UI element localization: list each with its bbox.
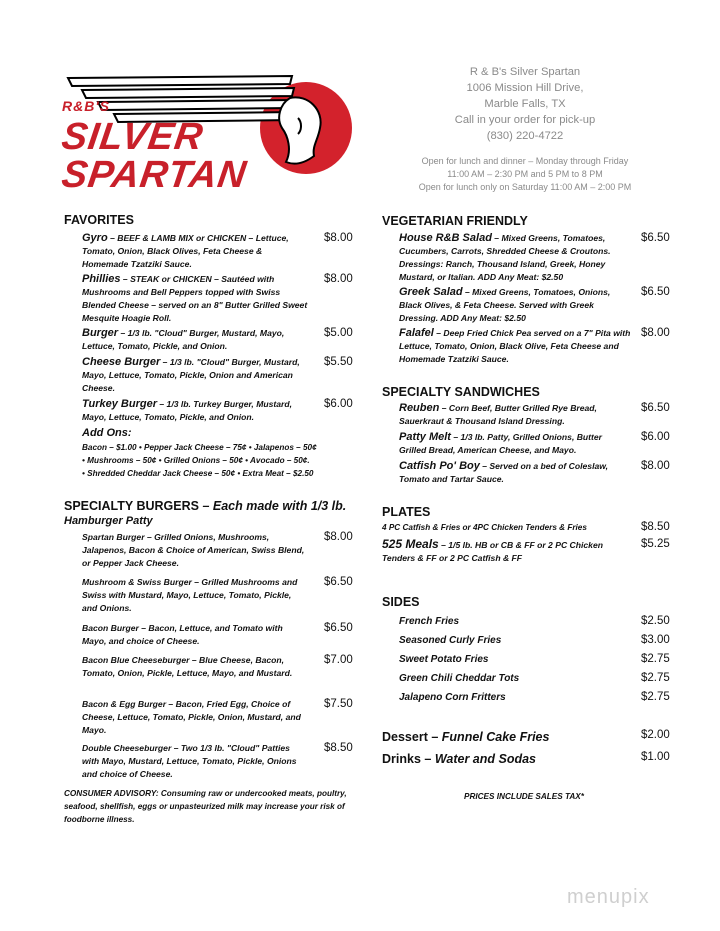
menu-item-mushroom-swiss-burger	[82, 576, 307, 615]
dessert-label: Dessert	[382, 730, 428, 744]
prices-note: PRICES INCLUDE SALES TAX*	[464, 792, 584, 801]
item-price: $8.50	[324, 742, 353, 754]
heading-note: – Each made with 1/3 lb.	[198, 499, 347, 513]
item-name: Reuben	[399, 402, 440, 414]
item-price: $8.00	[324, 232, 353, 244]
address-line: 1006 Mission Hill Drive,	[466, 82, 584, 94]
menu-item-bacon-egg-burger	[82, 698, 307, 737]
phone-number: (830) 220-4722	[486, 130, 564, 142]
opening-hours	[380, 155, 670, 194]
side-item: Green Chili Cheddar Tots	[399, 673, 520, 684]
item-desc: – 1/3 lb. "Cloud" Burger, Mustard, Mayo, Lettuce, Tomato, Pickle, Onion and American Cheese.	[82, 357, 300, 393]
favorites-heading: FAVORITES	[64, 213, 134, 227]
item-name: Falafel	[399, 327, 434, 339]
item-desc: – Two 1/3 lb. "Cloud" Patties with Mayo, Mustard, Lettuce, Tomato, Pickle, Onions and choice of Cheese.	[82, 743, 297, 779]
sides-heading: SIDES	[382, 595, 420, 609]
item-desc: – Bacon, Fried Egg, Choice of Cheese, Lettuce, Tomato, Pickle, Onion, Mustard, and Mayo.	[82, 699, 301, 735]
item-desc: – 1/5 lb. HB or CB & FF or 2 PC Chicken Tenders & FF or 2 PC Catfish & FF	[382, 540, 603, 563]
item-price: $8.00	[641, 460, 670, 472]
specialty-burgers-subheading: Hamburger Patty	[64, 515, 153, 527]
sandwiches-heading: SPECIALTY SANDWICHES	[382, 385, 540, 399]
menu-item-patty-melt	[399, 431, 631, 457]
item-desc: – Deep Fried Chick Pea served on a 7" Pita with Lettuce, Tomato, Onion, Black Olive, Feta Cheese and Homemade Tzatziki Sauce.	[399, 328, 631, 364]
item-price: $1.00	[641, 751, 670, 763]
menu-item-bacon-burger	[82, 622, 307, 648]
address-line: Marble Falls, TX	[484, 98, 566, 110]
menu-item-falafel	[399, 327, 631, 366]
item-price: $2.50	[641, 615, 670, 627]
dessert-item: Funnel Cake Fries	[441, 730, 550, 744]
side-item: French Fries	[399, 616, 460, 627]
specialty-burgers-heading	[64, 499, 346, 513]
item-price: $5.00	[324, 327, 353, 339]
item-name: Greek Salad	[399, 286, 463, 298]
addons-line: • Mushrooms – 50¢ • Grilled Onions – 50¢ • Avocado – 50¢.	[82, 456, 310, 465]
consumer-advisory: CONSUMER ADVISORY: Consuming raw or undercooked meats, poultry, seafood, shellfish, eggs or unpasteurized milk may increase your risk of foodborne illness.	[64, 789, 347, 824]
item-price: $6.50	[324, 622, 353, 634]
item-price: $8.50	[641, 521, 670, 533]
menu-item-house-salad	[399, 232, 631, 284]
menu-item-525-meals	[382, 538, 632, 565]
address-line: Call in your order for pick-up	[454, 114, 596, 126]
logo-text-silver: SILVER	[59, 116, 207, 158]
watermark: menupix	[567, 886, 650, 908]
item-name: Cheese Burger	[82, 356, 161, 368]
item-desc: – Grilled Mushrooms and Swiss with Mustard, Mayo, Lettuce, Tomato, Pickle, and Onions.	[82, 577, 298, 613]
menu-item-bacon-blue-cheeseburger	[82, 654, 307, 680]
item-price: $8.00	[641, 327, 670, 339]
menu-item-phillies	[82, 273, 310, 325]
item-desc: – Grilled Onions, Mushrooms, Jalapenos, Bacon & Choice of American, Swiss Blend, or Pepper Jack Cheese.	[82, 532, 305, 568]
menu-item-double-cheeseburger	[82, 742, 307, 781]
item-name: Catfish Po' Boy	[399, 460, 480, 472]
side-item: Jalapeno Corn Fritters	[399, 692, 506, 703]
vegetarian-heading: VEGETARIAN FRIENDLY	[382, 214, 528, 228]
plates-heading: PLATES	[382, 505, 431, 519]
item-name: Patty Melt	[399, 431, 451, 443]
item-price: $6.50	[324, 576, 353, 588]
item-desc: – 1/3 lb. "Cloud" Burger, Mustard, Mayo, Lettuce, Tomato, Pickle, and Onion.	[82, 328, 285, 351]
item-name: Turkey Burger	[82, 398, 157, 410]
item-name: Bacon & Egg Burger	[82, 699, 167, 709]
address-line: R & B's Silver Spartan	[469, 66, 581, 78]
restaurant-address	[400, 64, 650, 144]
item-price: $8.00	[324, 273, 353, 285]
item-name: Gyro	[82, 232, 108, 244]
item-price: $6.50	[641, 286, 670, 298]
item-price: $3.00	[641, 634, 670, 646]
item-price: $2.75	[641, 653, 670, 665]
menu-item-gyro	[82, 232, 310, 271]
item-desc: – Mixed Greens, Tomatoes, Cucumbers, Carrots, Shredded Cheese & Croutons. Dressings: Ranch, Thousand Island, Greek, Honey Mustard, or Italian. ADD Any Meat: $2.50	[399, 233, 611, 282]
item-desc: – Corn Beef, Butter Grilled Rye Bread, Sauerkraut & Thousand Island Dressing.	[399, 403, 597, 426]
hours-line: Open for lunch and dinner – Monday through Friday	[421, 156, 629, 166]
item-price: $6.00	[324, 398, 353, 410]
plates-item-catfish-tenders: 4 PC Catfish & Fries or 4PC Chicken Tenders & Fries	[382, 523, 587, 532]
side-item: Sweet Potato Fries	[399, 654, 489, 665]
side-item: Seasoned Curly Fries	[399, 635, 502, 646]
item-price: $5.50	[324, 356, 353, 368]
item-desc: – Served on a bed of Coleslaw, Tomato and Tartar Sauce.	[399, 461, 609, 484]
drinks-item: Water and Sodas	[434, 752, 536, 766]
item-price: $7.50	[324, 698, 353, 710]
logo-text-spartan: SPARTAN	[59, 154, 250, 196]
item-name: House R&B Salad	[399, 232, 492, 244]
addons-line: Bacon – $1.00 • Pepper Jack Cheese – 75¢ • Jalapenos – 50¢	[82, 443, 317, 452]
item-desc: – Mixed Greens, Tomatoes, Onions, Black Olives, & Feta Cheese. Served with Greek Dressing. ADD Any Meat: $2.50	[399, 287, 611, 323]
item-name: Bacon Blue Cheeseburger	[82, 655, 190, 665]
item-name: Burger	[82, 327, 119, 339]
item-name: Double Cheeseburger	[82, 743, 172, 753]
hours-line: 11:00 AM – 2:30 PM and 5 PM to 8 PM	[447, 169, 603, 179]
addons-title	[82, 427, 310, 440]
item-price: $8.00	[324, 531, 353, 543]
drinks-label: Drinks	[382, 752, 421, 766]
item-desc: – 1/3 lb. Patty, Grilled Onions, Butter Grilled Bread, American Cheese, and Mayo.	[399, 432, 603, 455]
menu-item-reuben	[399, 402, 631, 428]
item-desc: – BEEF & LAMB MIX or CHICKEN – Lettuce, Tomato, Onion, Black Olives, Feta Cheese & Homemade Tzatziki Sauce.	[82, 233, 289, 269]
item-desc: – Blue Cheese, Bacon, Tomato, Onion, Pickle, Lettuce, Mayo, and Mustard.	[82, 655, 293, 678]
item-name: Phillies	[82, 273, 121, 285]
logo	[59, 70, 354, 196]
item-price: $6.00	[641, 431, 670, 443]
dessert-line: Dessert – Funnel Cake Fries	[382, 730, 550, 744]
menu-item-cheese-burger	[82, 356, 310, 395]
logo-text-rbs: R&B'S	[62, 98, 110, 114]
menu-item-catfish-po-boy	[399, 460, 631, 486]
item-desc: – Bacon, Lettuce, and Tomato with Mayo, and choice of Cheese.	[82, 623, 283, 646]
item-price: $6.50	[641, 232, 670, 244]
item-name: Bacon Burger	[82, 623, 139, 633]
item-price: $2.75	[641, 691, 670, 703]
item-price: $5.25	[641, 538, 670, 550]
menu-item-spartan-burger	[82, 531, 307, 570]
heading-text: SPECIALTY BURGERS	[64, 499, 199, 513]
item-name: 525 Meals	[382, 537, 439, 551]
item-price: $2.75	[641, 672, 670, 684]
item-name: Spartan Burger	[82, 532, 145, 542]
hours-line: Open for lunch only on Saturday 11:00 AM – 2:00 PM	[418, 182, 632, 192]
item-name: Mushroom & Swiss Burger	[82, 577, 192, 587]
addons-line: • Shredded Cheddar Jack Cheese – 50¢ • Extra Meat – $2.50	[82, 469, 314, 478]
menu-item-greek-salad	[399, 286, 631, 325]
drinks-line: Drinks – Water and Sodas	[382, 752, 536, 766]
addons-title-text: Add Ons:	[82, 427, 132, 439]
menu-item-turkey-burger	[82, 398, 310, 424]
menu-item-burger	[82, 327, 310, 353]
item-price: $6.50	[641, 402, 670, 414]
item-desc: – STEAK or CHICKEN – Sautéed with Mushrooms and Bell Peppers topped with Swiss Blended Cheese – served on an 8" Butter Grilled Sweet Mesquite Hoagie Roll.	[82, 274, 308, 323]
item-price: $7.00	[324, 654, 353, 666]
item-desc: – 1/3 lb. Turkey Burger, Mustard, Mayo, Lettuce, Tomato, Pickle, and Onion.	[82, 399, 292, 422]
item-price: $2.00	[641, 729, 670, 741]
